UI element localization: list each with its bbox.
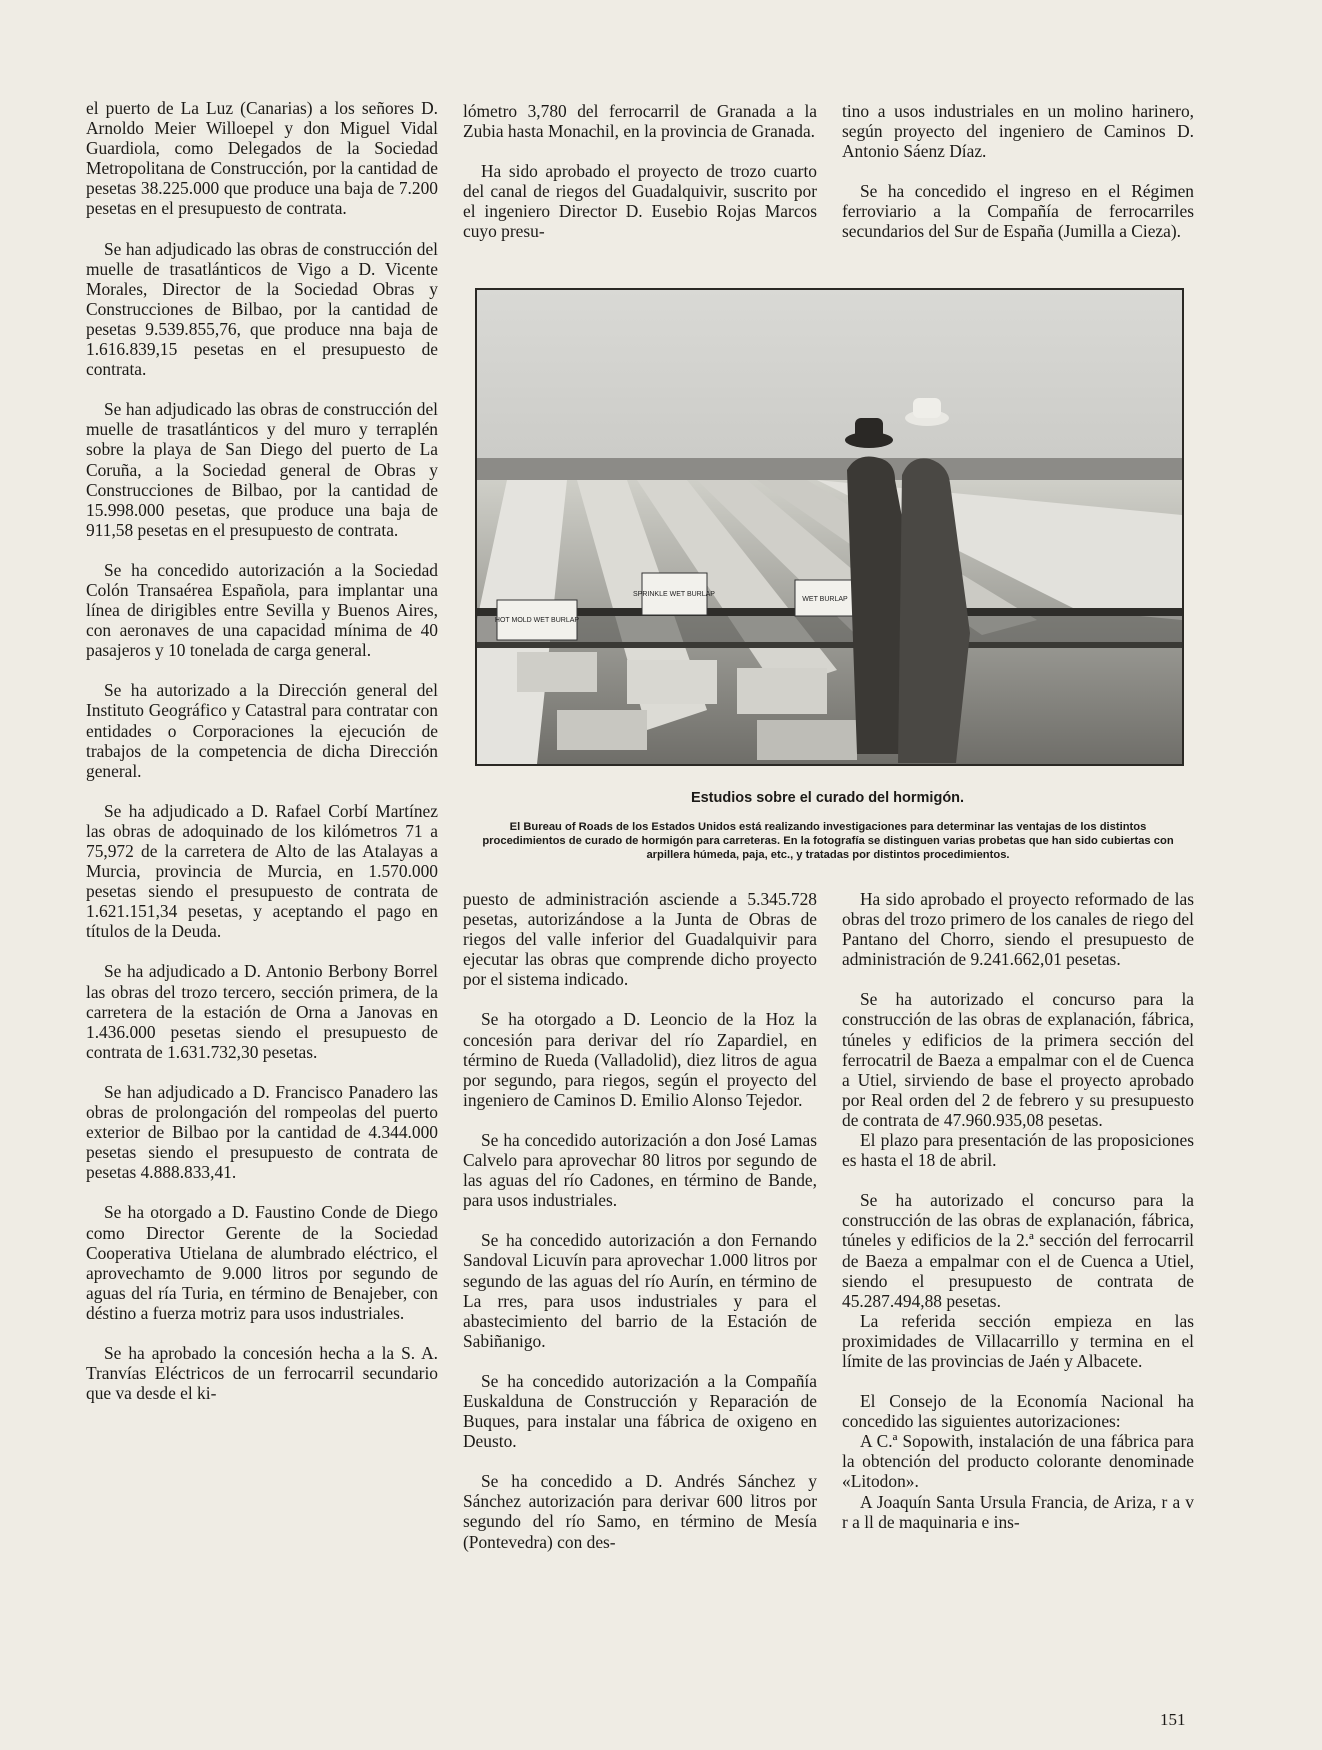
paragraph: Se ha concedido autorización a don José Lamas Calvelo para aprovechar 80 litros por segundo de las aguas del río Cadones, en término de Bande, para usos industriales. <box>463 1129 817 1211</box>
paragraph: El Consejo de la Economía Nacional ha concedido las siguientes autorizaciones: <box>842 1391 1194 1432</box>
sign-mid-text: SPRINKLE WET BURLAP <box>633 591 715 598</box>
paragraph: Se ha autorizado el concurso para la construcción de las obras de explanación, fábrica, túneles y edificios de la 2.ª sección del ferrocarril de Baeza a empalmar con el de Cuenca a Utiel, siendo el presupuesto de contrata de 45.287.494,88 pesetas. <box>842 1190 1194 1311</box>
paragraph: El plazo para presentación de las proposiciones es hasta el 18 de abril. <box>842 1130 1194 1171</box>
paragraph: Se ha aprobado la concesión hecha a la S. A. Tranvías Eléctricos de un ferrocarril secundario que va desde el ki- <box>86 1342 438 1404</box>
sign-left-text: HOT MOLD WET BURLAP <box>494 617 580 624</box>
photo-illustration <box>477 290 1182 764</box>
right-column-bottom <box>842 889 1194 1552</box>
test-block-5 <box>757 720 857 760</box>
page-number: 151 <box>1160 1710 1186 1729</box>
paragraph: Se han adjudicado las obras de construcción del muelle de trasatlánticos de Vigo a D. Vicente Morales, Director de la Sociedad Obras y Construcciones de Bilbao, por la cantidad de pesetas 9.539.855,76, que produce nna baja de 1.616.839,15 pesetas en el presupuesto de contrata. <box>86 238 438 380</box>
paragraph: Se ha otorgado a D. Leoncio de la Hoz la concesión para derivar del río Zapardiel, en término de Rueda (Valladolid), diez litros de agua por segundo, para riegos, según el proyecto del ingeniero de Caminos D. Emilio Alonso Tejedor. <box>463 1009 817 1110</box>
test-block-4 <box>557 710 647 750</box>
paragraph: Se ha concedido a D. Andrés Sánchez y Sánchez autorización para derivar 600 litros por segundo del río Samo, en término de Mesía (Pontevedra) con des- <box>463 1471 817 1552</box>
paragraph: Se ha otorgado a D. Faustino Conde de Diego como Director Gerente de la Sociedad Cooperativa Utielana de alumbrado eléctrico, el aprovechamto de 9.000 litros por segundo de aguas del ría Turia, en término de Benajeber, con déstino a fuerza motriz para usos industriales. <box>86 1202 438 1323</box>
paragraph: Se han adjudicado las obras de construcción del muelle de trasatlánticos y del muro y terraplén sobre la playa de San Diego del puerto de La Coruña, a la Sociedad general de Obras y Construcciones de Bilbao, por la cantidad de 15.998.000 pesetas, que produce una baja de 911,58 pesetas en el presupuesto de contrata. <box>86 399 438 540</box>
paragraph: Se ha concedido el ingreso en el Régimen ferroviario a la Compañía de ferrocarriles secundarios del Sur de España (Jumilla a Cieza). <box>842 181 1194 242</box>
horizon-line <box>477 458 1182 480</box>
middle-column-top <box>463 101 817 262</box>
paragraph: A Joaquín Santa Ursula Francia, de Ariza, r a v r a ll de maquinaria e ins- <box>842 1491 1194 1532</box>
photo-caption-body: El Bureau of Roads de los Estados Unidos está realizando investigaciones para determinar las ventajas de los distintos procedimientos de curado de hormigón para carreteras. En la fotografía se distinguen varias probetas que han sido cubiertas con arpillera húmeda, paja, etc., y tratadas por distintos procedimientos. <box>482 821 1174 861</box>
right-column-top <box>842 101 1194 262</box>
paragraph: Se ha adjudicado a D. Rafael Corbí Martínez las obras de adoquinado de los kilómetros 71 a 75,972 de la carretera de Alto de las Atalayas a Murcia, provincia de Murcia, en 1.570.000 pesetas siendo el presupuesto de contrata de 1.621.151,34 pesetas, y aceptando el pago en títulos de la Deuda. <box>86 800 438 942</box>
paragraph: el puerto de La Luz (Canarias) a los señores D. Arnoldo Meier Willoepel y don Miguel Vidal Guardiola, como Delegados de la Sociedad Metropolitana de Construcción, por la cantidad de pesetas 38.225.000 que produce una baja de 7.200 pesetas en el presupuesto de contrata. <box>86 98 438 219</box>
paragraph: Ha sido aprobado el proyecto de trozo cuarto del canal de riegos del Guadalquivir, suscrito por el ingeniero Director D. Eusebio Rojas Marcos cuyo presu- <box>463 161 817 242</box>
photo-caption-title: Estudios sobre el curado del hormigón. <box>690 790 965 806</box>
man-back-hat <box>913 398 941 418</box>
middle-column-bottom <box>463 889 817 1572</box>
paragraph: lómetro 3,780 del ferrocarril de Granada a la Zubia hasta Monachil, en la provincia de Granada. <box>463 101 817 142</box>
paragraph: A C.ª Sopowith, instalación de una fábrica para la obtención del producto colorante denominade «Litodon». <box>842 1431 1194 1492</box>
left-column <box>86 98 438 1423</box>
test-block-3 <box>737 668 827 714</box>
paragraph: Se ha autorizado a la Dirección general del Instituto Geográfico y Catastral para contratar con entidades o Corporaciones la ejecución de trabajos de la competencia de dicha Dirección general. <box>86 680 438 781</box>
paragraph: Se ha autorizado el concurso para la construcción de las obras de explanación, fábrica, túneles y edificios de la primera sección del ferrocatril de Baeza a empalmar con el de Cuenca a Utiel, sirviendo de base el proyecto aprobado por Real orden del 2 de febrero y su presupuesto de contrata de 47.960.935,08 pesetas. <box>842 989 1194 1130</box>
paragraph: puesto de administración asciende a 5.345.728 pesetas, autorizándose a la Junta de Obras de riegos del valle inferior del Guadalquivir para ejecutar las obras que comprende dicho proyecto por el sistema indicado. <box>463 889 817 990</box>
sign-right-text: WET BURLAP <box>802 596 848 603</box>
paragraph: Se ha concedido autorización a la Compañía Euskalduna de Construcción y Reparación de Buques, para instalar una fábrica de oxigeno en Deusto. <box>463 1370 817 1452</box>
rail-bottom <box>477 642 1182 648</box>
paragraph: Se ha adjudicado a D. Antonio Berbony Borrel las obras del trozo tercero, sección primera, de la carretera de la estación de Orna a Janovas en 1.436.000 pesetas siendo el presupuesto de contrata de 1.631.732,30 pesetas. <box>86 961 438 1062</box>
paragraph: Se han adjudicado a D. Francisco Panadero las obras de prolongación del rompeolas del puerto exterior de Bilbao por la cantidad de 4.344.000 pesetas siendo el presupuesto de contrata de pesetas 4.888.833,41. <box>86 1081 438 1183</box>
man-front-hat <box>855 418 883 440</box>
test-block-1 <box>517 652 597 692</box>
test-block-2 <box>627 660 717 704</box>
paragraph: Se ha concedido autorización a don Fernando Sandoval Licuvín para aprovechar 1.000 litros por segundo de las aguas del río Aurín, en término de La rres, para usos industriales y para el abastecimiento del barrio de la Estación de Sabiñanigo. <box>463 1230 817 1351</box>
paragraph: tino a usos industriales en un molino harinero, según proyecto del ingeniero de Caminos D. Antonio Sáenz Díaz. <box>842 101 1194 162</box>
paragraph: La referida sección empieza en las proximidades de Villacarrillo y termina en el límite de las provincias de Jaén y Albacete. <box>842 1310 1194 1371</box>
paragraph: Se ha concedido autorización a la Sociedad Colón Transaérea Española, para implantar una línea de dirigibles entre Sevilla y Buenos Aires, con aeronaves de una capacidad mínima de 40 pasajeros y 10 tonelada de carga general. <box>86 559 438 661</box>
concrete-curing-photo <box>475 288 1184 766</box>
paragraph: Ha sido aprobado el proyecto reformado de las obras del trozo primero de los canales de riego del Pantano del Chorro, siendo el presupuesto de administración de 9.241.662,01 pesetas. <box>842 889 1194 970</box>
rail-shadow <box>477 616 1182 642</box>
